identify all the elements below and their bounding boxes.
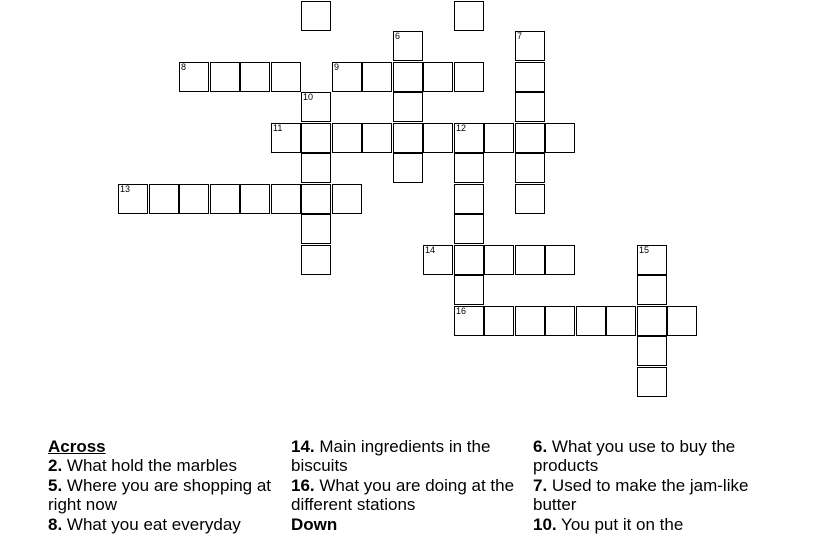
grid-cell[interactable]: [301, 153, 331, 183]
grid-cell[interactable]: [515, 123, 545, 153]
grid-cell[interactable]: [210, 62, 240, 92]
clues-column-1: [48, 438, 280, 537]
grid-cell[interactable]: [515, 184, 545, 214]
grid-cell[interactable]: [515, 306, 545, 336]
grid-cell[interactable]: [484, 123, 514, 153]
clue-across-2: [48, 457, 280, 476]
grid-cell[interactable]: [393, 62, 423, 92]
grid-cell[interactable]: [637, 275, 667, 305]
clue-across-5: [48, 477, 280, 514]
grid-cell[interactable]: [484, 245, 514, 275]
clue-across-8: [48, 516, 280, 535]
grid-cell[interactable]: [301, 245, 331, 275]
cell-number: 11: [273, 123, 283, 133]
grid-cell[interactable]: [118, 184, 148, 214]
grid-cell[interactable]: [637, 306, 667, 336]
clue-number: 7.: [533, 476, 548, 495]
grid-cell[interactable]: [454, 245, 484, 275]
grid-cell[interactable]: [637, 245, 667, 275]
grid-cell[interactable]: [240, 62, 270, 92]
grid-cell[interactable]: [271, 123, 301, 153]
grid-cell[interactable]: [301, 184, 331, 214]
cell-number: 14: [425, 245, 436, 255]
grid-cell[interactable]: [515, 153, 545, 183]
grid-cell[interactable]: [393, 123, 423, 153]
grid-cell[interactable]: [484, 306, 514, 336]
grid-cell[interactable]: [362, 123, 392, 153]
clue-down-7: [533, 477, 765, 514]
cell-number: 6: [395, 31, 401, 41]
clue-number: 6.: [533, 437, 548, 456]
clue-across-16: [291, 477, 523, 514]
grid-cell[interactable]: [515, 31, 545, 61]
grid-cell[interactable]: [240, 184, 270, 214]
cell-number: 9: [334, 62, 340, 72]
grid-cell[interactable]: [454, 123, 484, 153]
cell-number: 8: [181, 62, 187, 72]
grid-cell[interactable]: [637, 367, 667, 397]
grid-cell[interactable]: [454, 62, 484, 92]
clue-number: 16.: [291, 476, 315, 495]
grid-cell[interactable]: [271, 62, 301, 92]
clue-down-10: [533, 516, 765, 535]
down-heading: Down: [291, 515, 338, 534]
grid-cell[interactable]: [332, 123, 362, 153]
grid-cell[interactable]: [637, 336, 667, 366]
clues-column-3: [533, 438, 765, 537]
grid-cell[interactable]: [545, 123, 575, 153]
clue-text: What you are doing at the different stations: [291, 476, 515, 514]
grid-cell[interactable]: [545, 245, 575, 275]
grid-cell[interactable]: [515, 62, 545, 92]
grid-cell[interactable]: [179, 62, 209, 92]
clue-text: What hold the marbles: [62, 455, 237, 475]
grid-cell[interactable]: [301, 92, 331, 122]
cell-number: 13: [120, 184, 131, 194]
grid-cell[interactable]: [545, 306, 575, 336]
grid-cell[interactable]: [332, 184, 362, 214]
grid-cell[interactable]: [393, 153, 423, 183]
grid-cell[interactable]: [454, 306, 484, 336]
clue-across-14: [291, 438, 523, 475]
clue-number: 2.: [48, 455, 63, 475]
cell-number: 15: [639, 245, 650, 255]
grid-cell[interactable]: [423, 123, 453, 153]
clue-text: What you use to buy the products: [533, 437, 736, 475]
across-heading: Across: [48, 437, 106, 456]
grid-cell[interactable]: [301, 1, 331, 31]
clues-column-2: [291, 438, 523, 535]
clue-text: You put it on the: [556, 515, 684, 534]
clue-text: What you eat everyday: [62, 515, 241, 534]
grid-cell[interactable]: [393, 31, 423, 61]
grid-cell[interactable]: [667, 306, 697, 336]
grid-cell[interactable]: [362, 62, 392, 92]
clue-number: 8.: [48, 515, 63, 534]
clue-text: Used to make the jam-like butter: [533, 476, 749, 514]
cell-number: 12: [456, 123, 467, 133]
grid-cell[interactable]: [332, 62, 362, 92]
clue-number: 10.: [533, 515, 557, 534]
grid-cell[interactable]: [515, 245, 545, 275]
grid-cell[interactable]: [606, 306, 636, 336]
grid-cell[interactable]: [179, 184, 209, 214]
grid-cell[interactable]: [301, 123, 331, 153]
clue-number: 14.: [291, 437, 315, 456]
grid-cell[interactable]: [149, 184, 179, 214]
clue-text: Where you are shopping at right now: [48, 476, 272, 514]
grid-cell[interactable]: [576, 306, 606, 336]
cell-number: 16: [456, 306, 467, 316]
grid-cell[interactable]: [515, 92, 545, 122]
grid-cell[interactable]: [454, 214, 484, 244]
clue-down-6: [533, 438, 765, 475]
grid-cell[interactable]: [423, 62, 453, 92]
cell-number: 10: [303, 92, 314, 102]
grid-cell[interactable]: [454, 184, 484, 214]
cell-number: 7: [517, 31, 523, 41]
clue-number: 5.: [48, 476, 63, 495]
clue-text: Main ingredients in the biscuits: [291, 437, 491, 475]
grid-cell[interactable]: [423, 245, 453, 275]
grid-cell[interactable]: [393, 92, 423, 122]
grid-cell[interactable]: [454, 1, 484, 31]
grid-cell[interactable]: [301, 214, 331, 244]
grid-cell[interactable]: [210, 184, 240, 214]
grid-cell[interactable]: [454, 275, 484, 305]
grid-cell[interactable]: [454, 153, 484, 183]
grid-cell[interactable]: [271, 184, 301, 214]
